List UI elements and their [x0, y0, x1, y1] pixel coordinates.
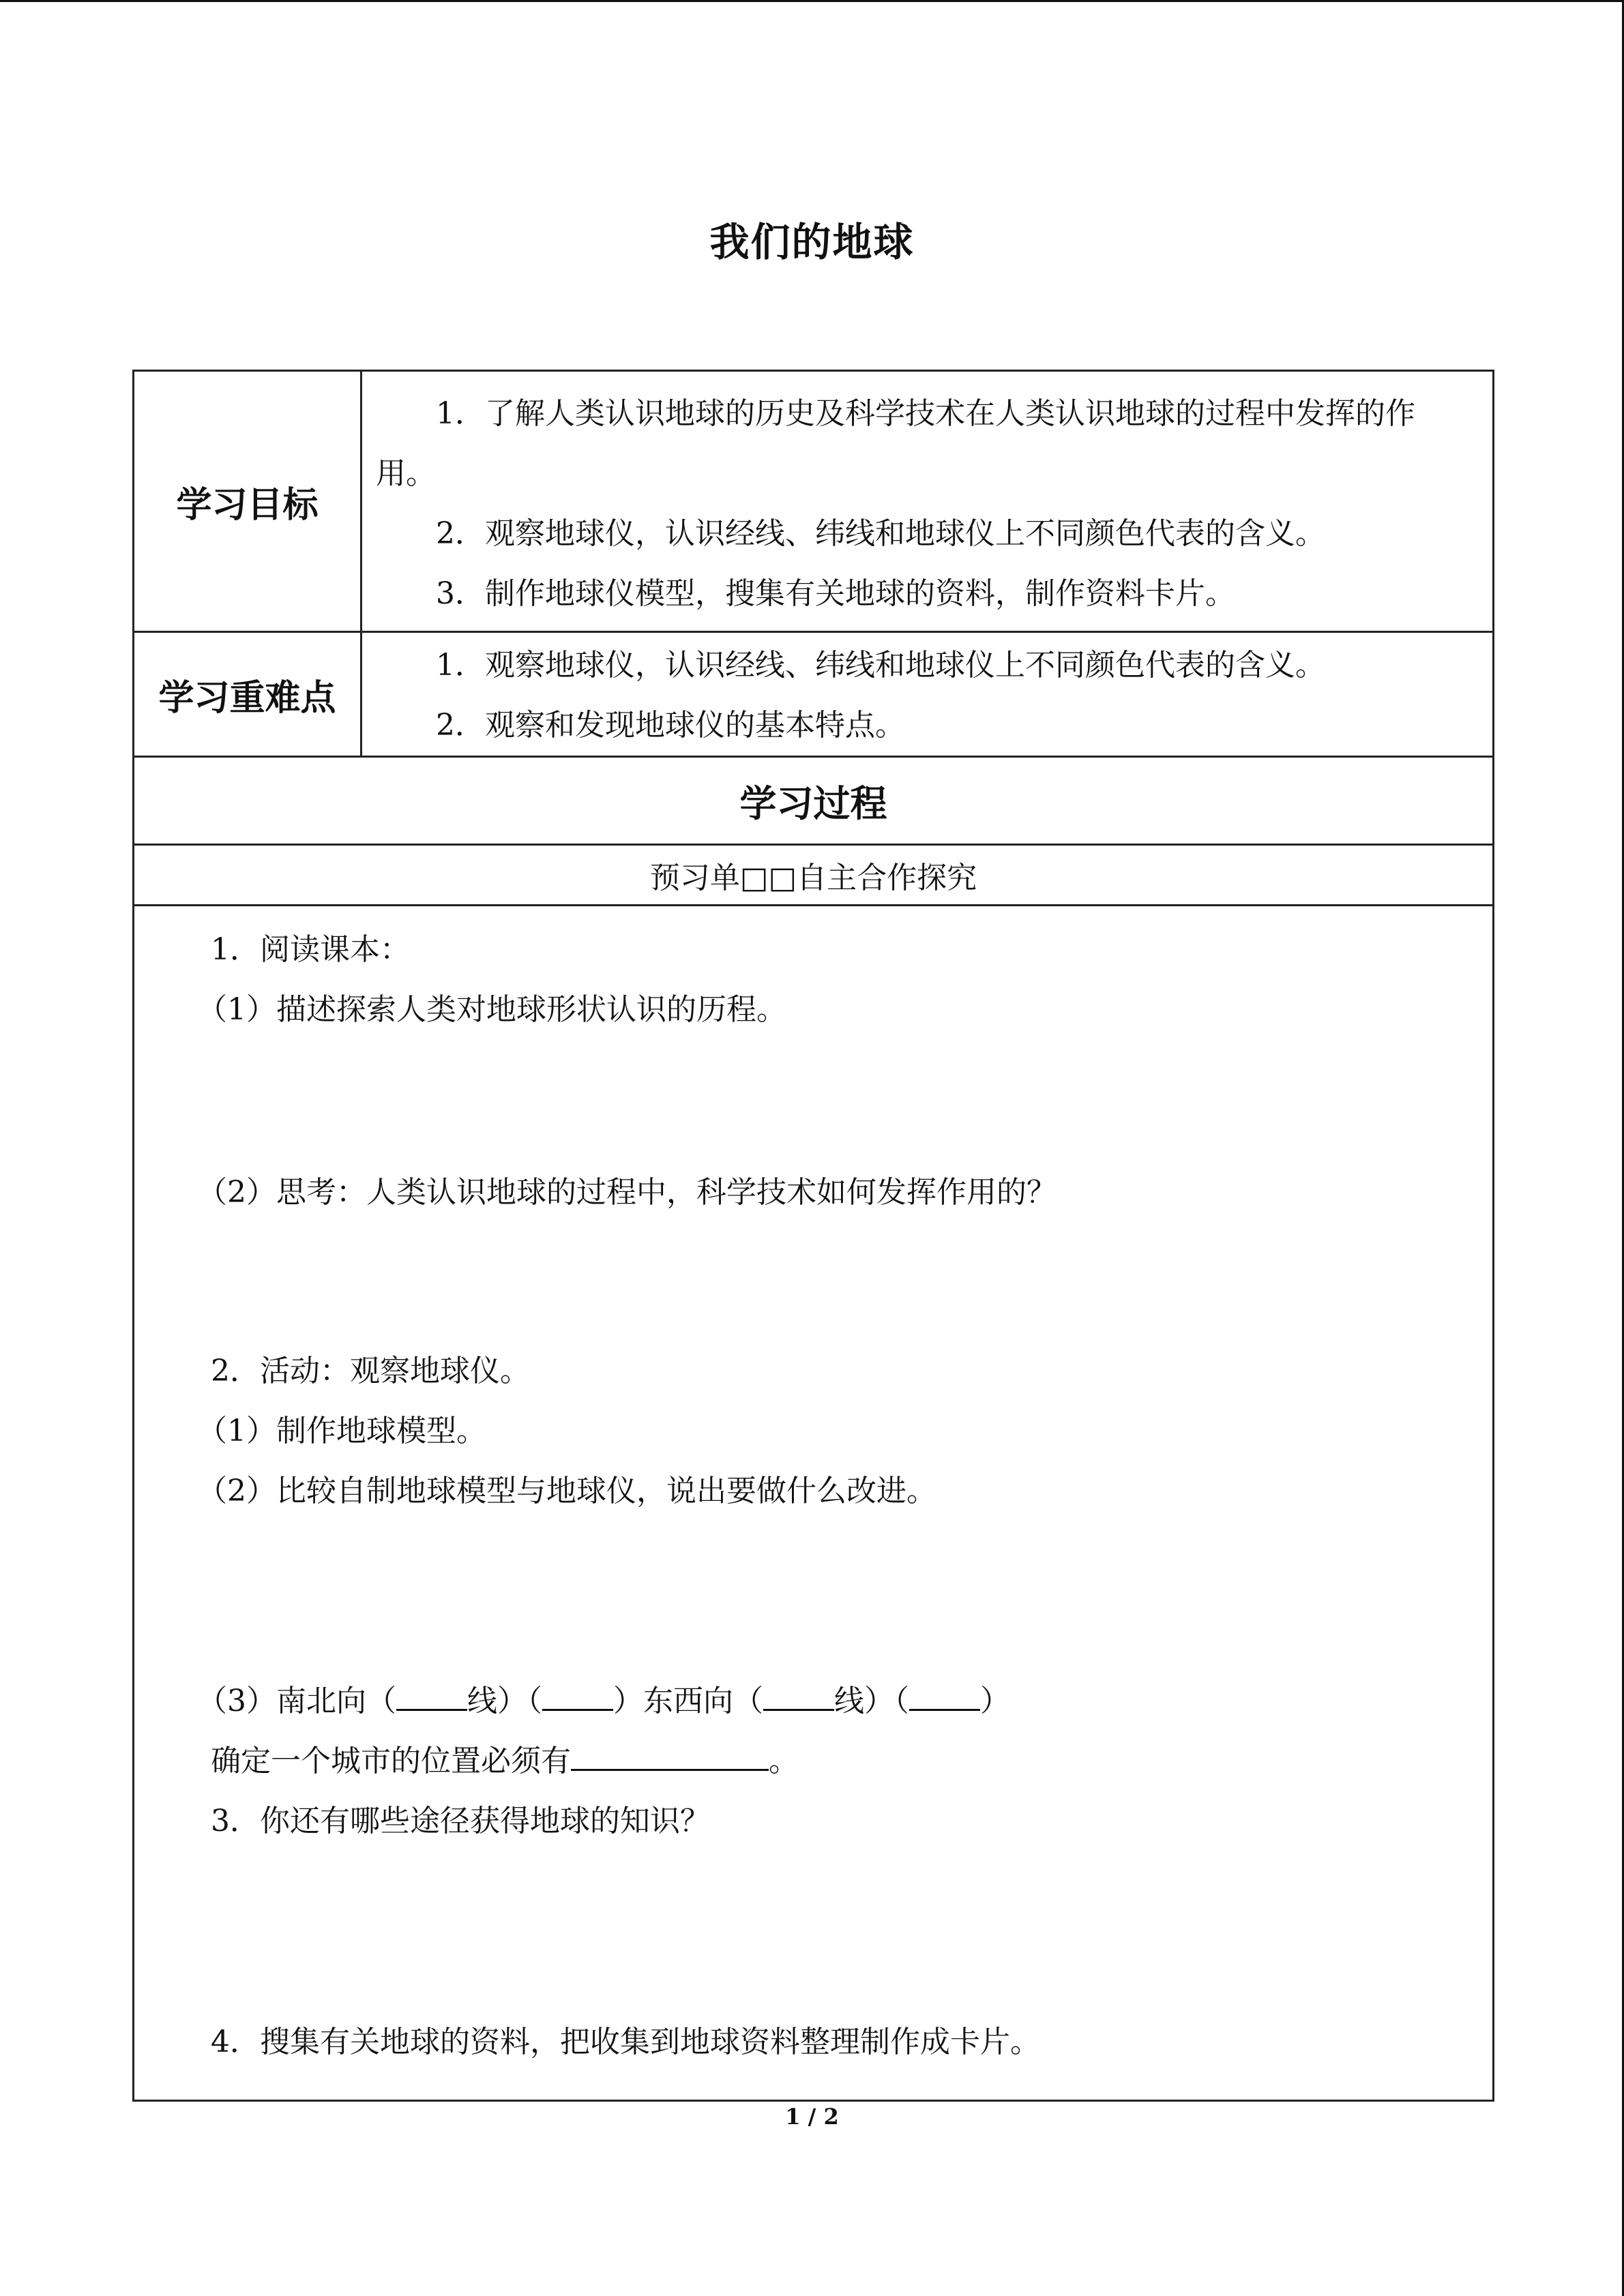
fill-blank[interactable]	[909, 1682, 980, 1711]
key-points-row	[134, 632, 1494, 757]
answer-space[interactable]	[211, 1521, 1465, 1671]
fill-blank[interactable]	[542, 1682, 613, 1711]
objective-item: 2．观察地球仪，认识经线、纬线和地球仪上不同颜色代表的含义。	[436, 516, 1325, 551]
key-point-item: 1．观察地球仪，认识经线、纬线和地球仪上不同颜色代表的含义。	[436, 648, 1325, 683]
q2-4-prefix: 确定一个城市的位置必须有	[211, 1744, 571, 1778]
answer-space[interactable]	[211, 1851, 1465, 2012]
q2-3-part-d: 线）（	[834, 1684, 909, 1718]
worksheet-table	[132, 370, 1494, 2102]
question-1: 1．阅读课本：	[211, 932, 410, 967]
question-2: 2．活动：观察地球仪。	[211, 1354, 530, 1388]
process-heading-row	[134, 757, 1494, 845]
process-subheading-row	[134, 845, 1494, 906]
answer-space[interactable]	[211, 1223, 1465, 1341]
fill-blank[interactable]	[763, 1682, 834, 1711]
q2-4-suffix: 。	[769, 1744, 799, 1778]
fill-blank[interactable]	[571, 1742, 769, 1771]
question-4: 4．搜集有关地球的资料，把收集到地球资料整理制作成卡片。	[211, 2025, 1040, 2059]
key-point-item: 2．观察和发现地球仪的基本特点。	[436, 708, 905, 743]
question-3: 3．你还有哪些途径获得地球的知识？	[211, 1804, 710, 1838]
process-body	[134, 906, 1494, 2101]
objectives-content	[361, 371, 1494, 632]
question-1-1: （1）描述探索人类对地球形状认识的历程。	[197, 992, 786, 1027]
question-2-1: （1）制作地球模型。	[197, 1414, 486, 1448]
q2-3-part-b: 线）（	[467, 1684, 542, 1718]
objective-item: 1．了解人类认识地球的历史及科学技术在人类认识地球的过程中发挥的作用。	[376, 396, 1415, 491]
q2-3-prefix: （3）南北向（	[197, 1684, 396, 1718]
objectives-label: 学习目标	[134, 371, 361, 632]
process-body-row	[134, 906, 1494, 2101]
answer-space[interactable]	[211, 1040, 1465, 1163]
fill-blank[interactable]	[396, 1682, 467, 1711]
page-number: 1 / 2	[785, 2104, 839, 2130]
q2-3-suffix: ）	[980, 1684, 1010, 1718]
top-border	[0, 0, 1624, 2]
q2-3-part-c: ）东西向（	[613, 1684, 763, 1718]
question-2-2: （2）比较自制地球模型与地球仪，说出要做什么改进。	[197, 1474, 936, 1508]
page-title: 我们的地球	[709, 219, 915, 265]
question-2-3	[197, 1671, 1465, 1731]
objectives-row	[134, 371, 1494, 632]
key-points-label: 学习重难点	[134, 632, 361, 757]
key-points-content	[361, 632, 1494, 757]
process-heading: 学习过程	[134, 757, 1494, 845]
process-subheading: 预习单□□自主合作探究	[134, 845, 1494, 906]
question-1-2: （2）思考：人类认识地球的过程中，科学技术如何发挥作用的？	[197, 1175, 1057, 1210]
question-2-4	[211, 1731, 1465, 1791]
objective-item: 3．制作地球仪模型，搜集有关地球的资料，制作资料卡片。	[436, 576, 1235, 611]
